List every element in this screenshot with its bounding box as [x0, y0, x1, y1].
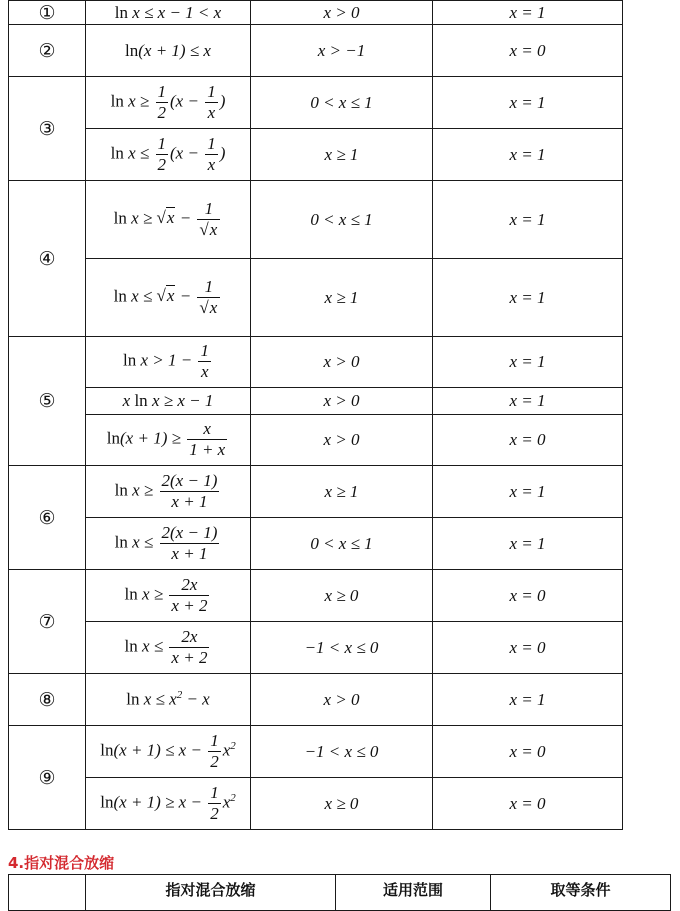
- range-cell: −1 < x ≤ 0: [251, 622, 433, 674]
- range-cell: x > −1: [251, 25, 433, 77]
- inequality-formula: ln x ≥ √x − $\frac{1}{√x}$: [86, 181, 251, 259]
- range-cell: x > 0: [251, 388, 433, 415]
- equality-cell: x = 1: [433, 518, 623, 570]
- equality-cell: x = 1: [433, 1, 623, 25]
- table-row: [9, 337, 623, 388]
- equality-cell: x = 1: [433, 129, 623, 181]
- equality-cell: x = 1: [433, 77, 623, 129]
- row-index: ①: [9, 1, 86, 25]
- range-cell: x ≥ 0: [251, 778, 433, 830]
- table-row: [9, 181, 623, 259]
- table-row: [9, 415, 623, 466]
- header-equality: 取等条件: [491, 875, 671, 911]
- table-row: [9, 1, 623, 25]
- inequality-formula: ln x ≤ x − 1 < x: [86, 1, 251, 25]
- equality-cell: x = 0: [433, 25, 623, 77]
- header-range: 适用范围: [336, 875, 491, 911]
- table-row: [9, 466, 623, 518]
- equality-cell: x = 0: [433, 415, 623, 466]
- inequality-formula: $\ln x \le x^2 - x$: [86, 674, 251, 726]
- table-row: [9, 778, 623, 830]
- range-cell: 0 < x ≤ 1: [251, 77, 433, 129]
- inequality-formula: ln x ≤ $\frac{2x}{x + 2}$: [86, 622, 251, 674]
- table-row: [9, 388, 623, 415]
- inequality-formula: ln x > 1 − $\frac{1}{x}$: [86, 337, 251, 388]
- table-row: [9, 622, 623, 674]
- inequality-formula: ln(x + 1) ≥ x − $\frac{1}{2}$ $x^2$: [86, 778, 251, 830]
- inequality-formula: ln x ≤ $\frac{2(x - 1)}{x + 1}$: [86, 518, 251, 570]
- table-row: [9, 518, 623, 570]
- inequality-formula: x ln x ≥ x − 1: [86, 388, 251, 415]
- inequality-formula: ln x ≤ $\frac{1}{2}$ (x − $\frac{1}{x}$ ): [86, 129, 251, 181]
- row-index: ④: [9, 181, 86, 337]
- table-row: [9, 726, 623, 778]
- row-index: ⑥: [9, 466, 86, 570]
- table-row: [9, 259, 623, 337]
- section-heading: 4.指对混合放缩: [8, 854, 115, 872]
- inequality-formula: ln x ≥ $\frac{2x}{x + 2}$: [86, 570, 251, 622]
- equality-cell: x = 1: [433, 466, 623, 518]
- table-row: [9, 674, 623, 726]
- inequality-formula: ln x ≥ $\frac{1}{2}$ (x − $\frac{1}{x}$ ): [86, 77, 251, 129]
- inequality-formula: ln x ≤ √x − $\frac{1}{√x}$: [86, 259, 251, 337]
- range-cell: x ≥ 1: [251, 129, 433, 181]
- row-index: ⑧: [9, 674, 86, 726]
- equality-cell: x = 1: [433, 337, 623, 388]
- row-index: ③: [9, 77, 86, 181]
- inequality-formula: ln(x + 1) ≤ x: [86, 25, 251, 77]
- equality-cell: x = 1: [433, 181, 623, 259]
- inequality-formula: ln(x + 1) ≥ $\frac{x}{1 + x}$: [86, 415, 251, 466]
- range-cell: 0 < x ≤ 1: [251, 518, 433, 570]
- table-row: [9, 129, 623, 181]
- header-index: [9, 875, 86, 911]
- equality-cell: x = 1: [433, 388, 623, 415]
- inequality-formula: ln(x + 1) ≤ x − $\frac{1}{2}$ $x^2$: [86, 726, 251, 778]
- inequality-table: [8, 0, 623, 830]
- equality-cell: x = 1: [433, 674, 623, 726]
- equality-cell: x = 0: [433, 726, 623, 778]
- table-row: [9, 570, 623, 622]
- row-index: ②: [9, 25, 86, 77]
- inequality-formula: ln x ≥ $\frac{2(x - 1)}{x + 1}$: [86, 466, 251, 518]
- row-index: ⑨: [9, 726, 86, 830]
- range-cell: x > 0: [251, 674, 433, 726]
- range-cell: 0 < x ≤ 1: [251, 181, 433, 259]
- table-row: [9, 77, 623, 129]
- equality-cell: x = 0: [433, 778, 623, 830]
- range-cell: x > 0: [251, 415, 433, 466]
- range-cell: x > 0: [251, 1, 433, 25]
- table-row: [9, 25, 623, 77]
- range-cell: x > 0: [251, 337, 433, 388]
- equality-cell: x = 0: [433, 622, 623, 674]
- row-index: ⑤: [9, 337, 86, 466]
- row-index: ⑦: [9, 570, 86, 674]
- equality-cell: x = 0: [433, 570, 623, 622]
- header-formula: 指对混合放缩: [86, 875, 336, 911]
- range-cell: x ≥ 1: [251, 466, 433, 518]
- range-cell: −1 < x ≤ 0: [251, 726, 433, 778]
- range-cell: x ≥ 0: [251, 570, 433, 622]
- equality-cell: x = 1: [433, 259, 623, 337]
- range-cell: x ≥ 1: [251, 259, 433, 337]
- mixed-scaling-table-header: [8, 874, 671, 911]
